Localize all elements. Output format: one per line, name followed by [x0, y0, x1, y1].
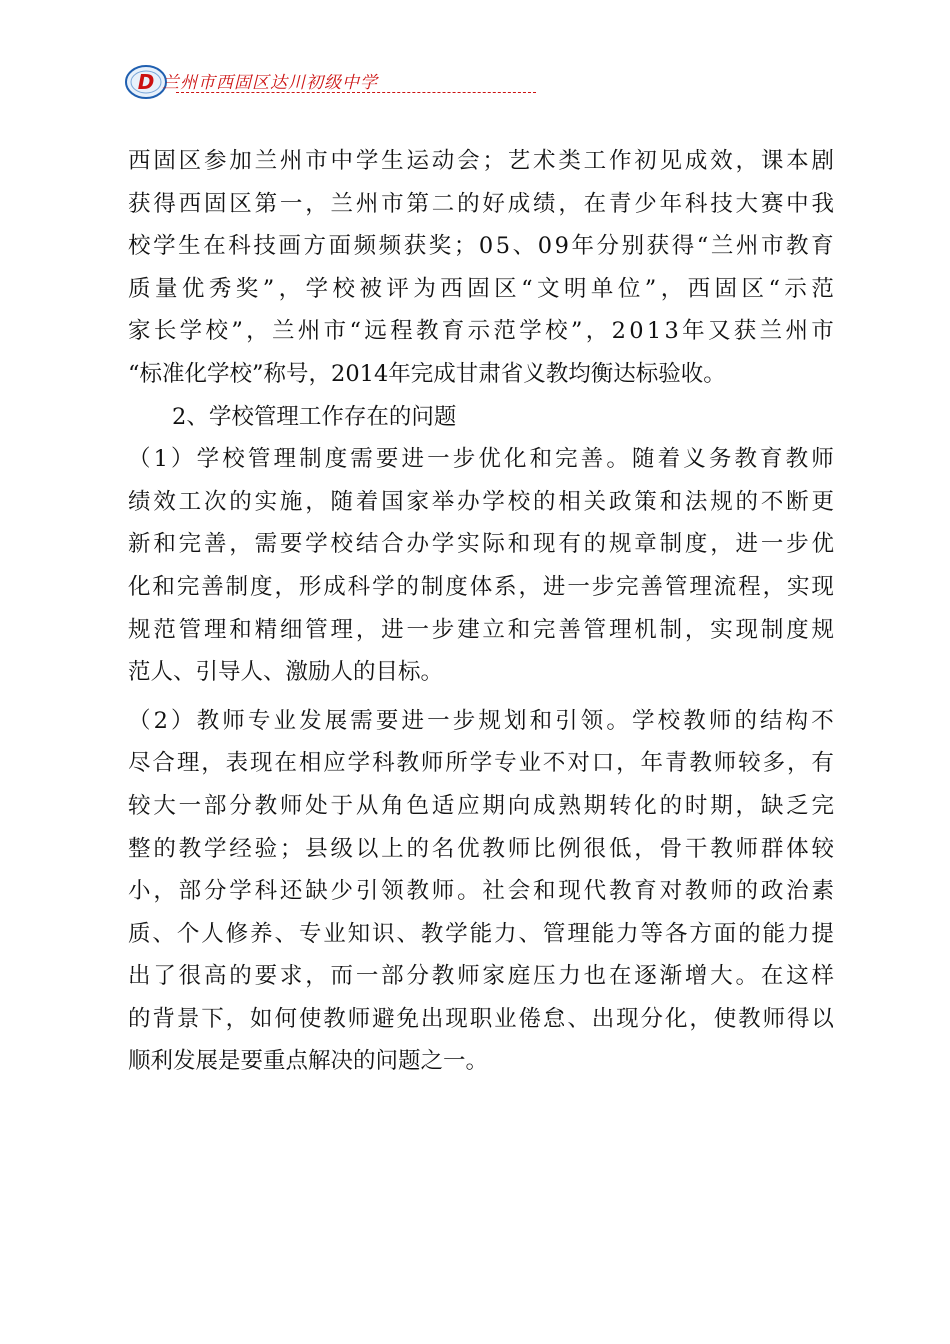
logo-letter: D: [137, 70, 155, 94]
text-line: （ 1 ） 学 校 管 理 制 度 需 要 进 一 步 优 化 和 完 善 。 随 着 义 务 教 育 教 师: [128, 446, 834, 473]
school-name: 兰州市西固区达川初级中学: [162, 73, 378, 93]
text-line: 顺利发展是要重点解决的问题之一。: [128, 1048, 489, 1075]
text-line: 质 、 个 人 修 养 、 专 业 知 识 、 教 学 能 力 、 管 理 能 力 等 各 方 面 的 能 力 提: [128, 920, 834, 947]
text-line: 化 和 完 善 制 度 ， 形 成 科 学 的 制 度 体 系 ， 进 一 步 完 善 管 理 流 程 ， 实 现: [128, 573, 834, 600]
text-line: 整 的 教 学 经 验 ； 县 级 以 上 的 名 优 教 师 比 例 很 低 ， 骨 干 教 师 群 体 较: [128, 835, 834, 862]
text-line: 绩 效 工 次 的 实 施 ， 随 着 国 家 举 办 学 校 的 相 关 政 策 和 法 规 的 不 断 更: [128, 488, 834, 515]
document-body: [128, 140, 834, 1083]
paragraph-management-system: [128, 438, 834, 694]
text-line: 小 ， 部 分 学 科 还 缺 少 引 领 教 师 。 社 会 和 现 代 教 育 对 教 师 的 政 治 素: [128, 878, 834, 905]
text-line: 家 长 学 校 ” ， 兰 州 市 “ 远 程 教 育 示 范 学 校 ” ， 2 0 1 3 年 又 获 兰 州 市: [128, 318, 834, 345]
text-line: 质 量 优 秀 奖 ” ， 学 校 被 评 为 西 固 区 “ 文 明 单 位 ” ， 西 固 区 “ 示 范: [128, 275, 834, 302]
paragraph-teacher-development: [128, 700, 834, 1083]
text-line: 获 得 西 固 区 第 一 ， 兰 州 市 第 二 的 好 成 绩 ， 在 青 少 年 科 技 大 赛 中 我: [128, 190, 834, 217]
text-line: 西 固 区 参 加 兰 州 市 中 学 生 运 动 会 ； 艺 术 类 工 作 初 见 成 效 ， 课 本 剧: [128, 148, 834, 174]
section-heading: 2、学校管理工作存在的问题: [172, 403, 457, 430]
text-line: 尽 合 理 ， 表 现 在 相 应 学 科 教 师 所 学 专 业 不 对 口 ， 年 青 教 师 较 多 ， 有: [128, 750, 834, 777]
text-line: 校 学 生 在 科 技 画 方 面 频 频 获 奖 ； 0 5 、 0 9 年 分 别 获 得 “ 兰 州 市 教 育: [128, 233, 834, 260]
text-line: “标准化学校”称号，2014年完成甘肃省义教均衡达标验收。: [128, 360, 726, 387]
paragraph-achievements: [128, 140, 834, 396]
header-divider: [176, 92, 536, 93]
text-line: 出 了 很 高 的 要 求 ， 而 一 部 分 教 师 家 庭 压 力 也 在 逐 渐 增 大 。 在 这 样: [128, 963, 834, 990]
text-line: 新 和 完 善 ， 需 要 学 校 结 合 办 学 实 际 和 现 有 的 规 章 制 度 ， 进 一 步 优: [128, 531, 834, 558]
text-line: 的 背 景 下 ， 如 何 使 教 师 避 免 出 现 职 业 倦 怠 、 出 现 分 化 ， 使 教 师 得 以: [128, 1005, 834, 1032]
text-line: 范人、引导人、激励人的目标。: [128, 659, 444, 686]
text-line: 规 范 管 理 和 精 细 管 理 ， 进 一 步 建 立 和 完 善 管 理 机 制 ， 实 现 制 度 规: [128, 616, 834, 643]
text-line: （ 2 ） 教 师 专 业 发 展 需 要 进 一 步 规 划 和 引 领 。 学 校 教 师 的 结 构 不: [128, 707, 834, 734]
page-header: [124, 60, 536, 100]
text-line: 较 大 一 部 分 教 师 处 于 从 角 色 适 应 期 向 成 熟 期 转 化 的 时 期 ， 缺 乏 完: [128, 792, 834, 819]
